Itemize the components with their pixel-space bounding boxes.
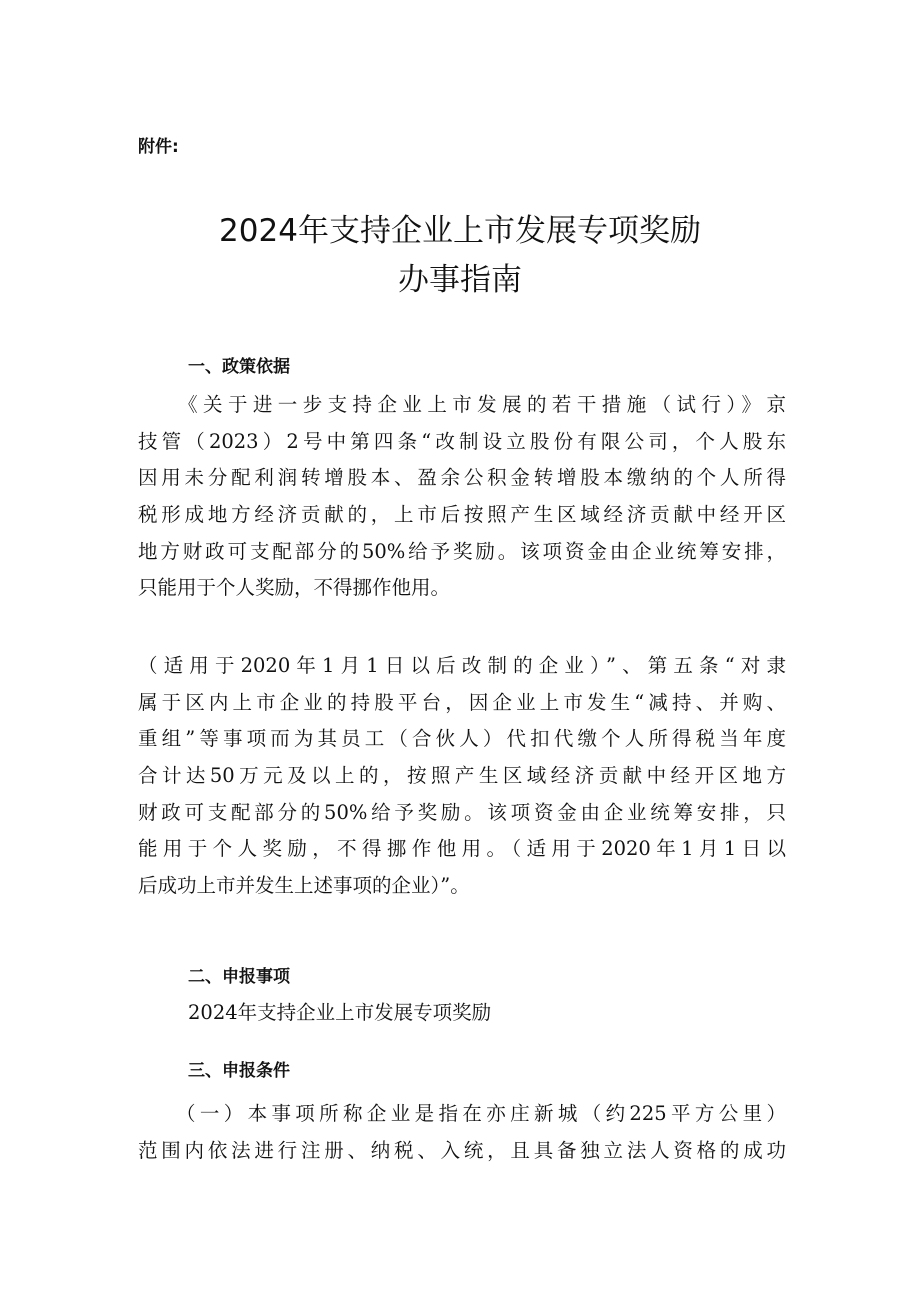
policy-paragraph-1 (138, 387, 786, 607)
paragraph-line: 只能用于个人奖励，不得挪作他用。 (138, 576, 451, 600)
conditions-paragraph (138, 1096, 786, 1169)
document-title-line2: 办事指南 (398, 262, 522, 298)
policy-paragraph-2 (138, 648, 786, 905)
document-title-line1: 2024年支持企业上市发展专项奖励 (219, 213, 701, 249)
paragraph-line: 技管（2023）2号中第四条“改制设立股份有限公司，个人股东 (138, 429, 786, 453)
paragraph-line: 地方财政可支配部分的50%给予奖励。该项资金由企业统筹安排， (138, 539, 786, 563)
section-heading-policy-basis: 一、政策依据 (188, 357, 290, 377)
paragraph-line: 重组”等事项而为其员工（合伙人）代扣代缴个人所得税当年度 (138, 727, 786, 751)
paragraph-line: 财政可支配部分的50%给予奖励。该项资金由企业统筹安排，只 (138, 800, 786, 824)
application-item-text: 2024年支持企业上市发展专项奖励 (188, 1001, 492, 1024)
paragraph-line: 属于区内上市企业的持股平台，因企业上市发生“减持、并购、 (138, 690, 786, 714)
paragraph-line: 税形成地方经济贡献的，上市后按照产生区域经济贡献中经开区 (138, 503, 786, 527)
section-heading-application-conditions: 三、申报条件 (188, 1061, 290, 1081)
paragraph-line: 能用于个人奖励，不得挪作他用。（适用于2020年1月1日以 (138, 837, 786, 861)
attachment-label: 附件: (138, 137, 179, 157)
paragraph-line: （适用于2020年1月1日以后改制的企业）”、第五条“对隶 (138, 654, 786, 677)
paragraph-line: 范围内依法进行注册、纳税、入统，且具备独立法人资格的成功 (138, 1138, 786, 1162)
paragraph-line: 《关于进一步支持企业上市发展的若干措施（试行）》京 (138, 393, 786, 416)
paragraph-line: 因用未分配利润转增股本、盈余公积金转增股本缴纳的个人所得 (138, 466, 786, 490)
section-heading-application-item: 二、申报事项 (188, 967, 290, 987)
paragraph-line: （一）本事项所称企业是指在亦庄新城（约225平方公里） (138, 1102, 786, 1125)
paragraph-line: 合计达50万元及以上的，按照产生区域经济贡献中经开区地方 (138, 764, 786, 788)
paragraph-line: 后成功上市并发生上述事项的企业）”。 (138, 874, 470, 898)
